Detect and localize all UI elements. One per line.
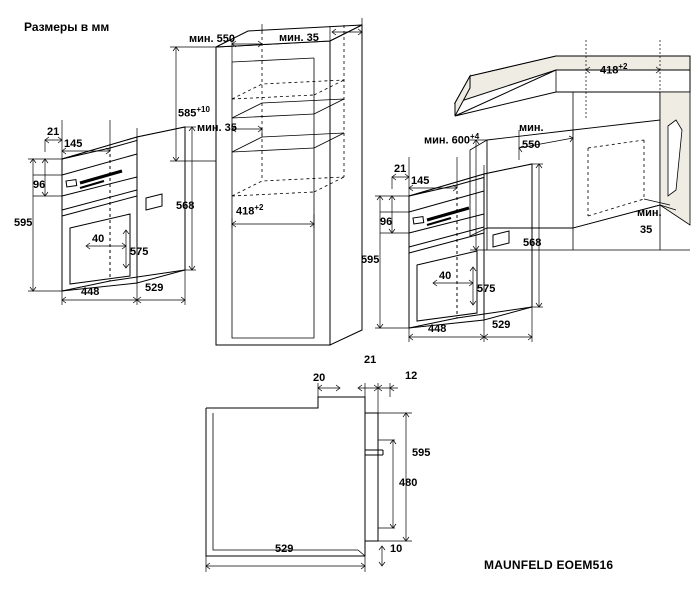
dim-left-145: 145 [64,138,83,150]
dim-left-595: 595 [14,217,33,229]
dim-left-21: 21 [47,126,60,138]
dim-right-448: 448 [428,323,447,335]
dim-niche-min35-top: мин. 35 [279,32,319,44]
dim-left-529: 529 [145,282,164,294]
dim-right-145: 145 [411,175,430,187]
dim-top-595: 595 [412,447,431,459]
model-brand-label: MAUNFELD EOEM516 [484,558,614,572]
dim-right-40: 40 [439,270,452,282]
dim-left-448: 448 [81,286,100,298]
dim-top-21: 21 [364,354,377,366]
dim-top-480: 480 [399,477,418,489]
dim-right-21: 21 [394,163,407,175]
dim-left-40: 40 [92,233,105,245]
dim-top-12: 12 [405,370,418,382]
dim-uc-min35-line1: мин. [637,207,662,219]
dim-left-575: 575 [130,246,149,258]
dim-niche-418: $418^{+2}$ [236,203,264,218]
dim-top-20: 20 [313,372,326,384]
dim-uc-min550-line2: 550 [522,139,541,151]
dim-left-568: 568 [176,200,195,212]
dim-uc-min35-line2: 35 [640,224,653,236]
dim-top-529: 529 [275,543,294,555]
dim-niche-585: $585^{+10}$ [178,105,210,120]
dim-right-575: 575 [477,283,496,295]
dim-niche-min550: мин. 550 [189,33,236,45]
dim-uc-min600: мин. $600^{+4}$ [424,132,480,147]
dim-right-568: 568 [523,237,542,249]
dim-right-595: 595 [361,254,380,266]
dim-top-10: 10 [390,543,403,555]
dim-right-96: 96 [380,216,393,228]
dim-niche-min35-mid: мин. 35 [197,122,237,134]
dim-uc-min550-line1: мин. [519,122,544,134]
dim-right-529: 529 [492,319,511,331]
dim-uc-418: $418^{+2}$ [600,62,628,77]
dim-left-96: 96 [33,179,46,191]
page-title: Размеры в мм [24,20,110,34]
